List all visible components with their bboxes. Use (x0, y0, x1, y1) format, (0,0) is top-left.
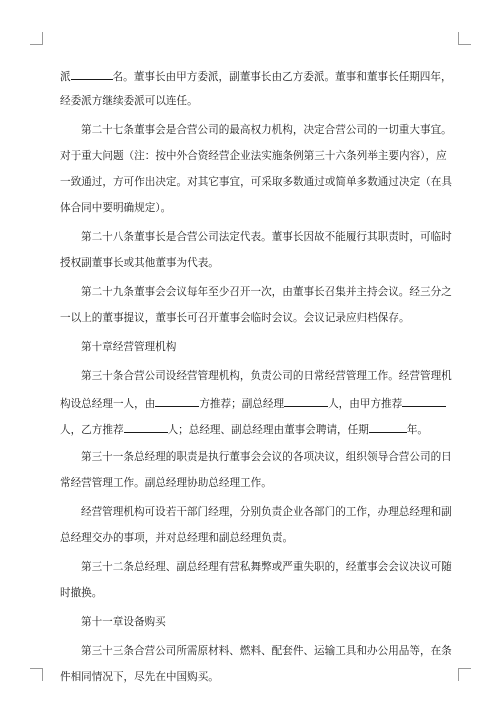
fill-blank[interactable] (155, 395, 199, 407)
crop-mark-top-right (458, 32, 471, 45)
text-line: 一以上的董事提议，董事长可召开董事会临时会议。会议记录应归档保存。 (60, 312, 410, 324)
text-line: 件相同情况下，尽先在中国购买。 (60, 671, 219, 683)
text-line: 常经营管理工作。副总经理协助总经理工作。 (60, 477, 272, 489)
text-line: 授权副董事长或其他董事为代表。 (60, 257, 219, 269)
crop-mark-bottom-left (30, 668, 43, 681)
fill-blank[interactable] (369, 421, 407, 433)
article-31-line: 第三十一条总经理的职责是执行董事会会议的各项决议，组织领导合营公司的日 (81, 451, 452, 463)
text-line: 一致通过，方可作出决定。对其它事宜，可采取多数通过或简单多数通过决定（在具 (60, 176, 452, 188)
crop-mark-bottom-right (458, 668, 471, 681)
document-body (60, 68, 452, 684)
fill-blank[interactable] (284, 395, 328, 407)
text-line: 经委派方继续委派可以连任。 (60, 95, 198, 107)
article-27-line: 第二十七条董事会是合营公司的最高权力机构，决定合营公司的一切重大事宜。 (81, 124, 452, 136)
text-line: 经营管理机构可设若干部门经理，分别负责企业各部门的工作，办理总经理和副 (81, 506, 452, 518)
article-29-line: 第二十九条董事会会议每年至少召开一次，由董事长召集并主持会议。经三分之 (81, 286, 452, 298)
text-line: 构设总经理一人，由 方推荐；副总经理 人，由甲方推荐 (60, 395, 440, 409)
fill-blank[interactable] (124, 421, 168, 433)
fill-blank[interactable] (71, 68, 113, 80)
crop-mark-top-left (30, 32, 43, 45)
text-line: 体合同中要明确规定）。 (60, 202, 172, 214)
article-28-line: 第二十八条董事长是合营公司法定代表。董事长因故不能履行其职责时，可临时 (81, 231, 452, 243)
text-line: 对于重大问题（注：按中外合资经营企业法实施条例第三十六条列举主要内容），应 (60, 150, 447, 162)
text-line: 时撤换。 (60, 587, 103, 599)
text-line: 派 名。董事长由甲方委派，副董事长由乙方委派。董事和董事长任期四年， (60, 68, 440, 82)
article-32-line: 第三十二条总经理、副总经理有营私舞弊或严重失职的，经董事会会议决议可随 (81, 561, 452, 573)
chapter-11-heading: 第十一章设备购买 (81, 616, 166, 628)
text-line: 人，乙方推荐 人；总经理、副总经理由董事会聘请，任期 年。 (60, 421, 440, 435)
article-30-line: 第三十条合营公司设经营管理机构，负责公司的日常经营管理工作。经营管理机 (81, 370, 452, 382)
fill-blank[interactable] (402, 395, 446, 407)
chapter-10-heading: 第十章经营管理机构 (81, 341, 177, 353)
article-33-line: 第三十三条合营公司所需原材料、燃料、配套件、运输工具和办公用品等，在条 (81, 645, 452, 657)
text-line: 总经理交办的事项，并对总经理和副总经理负责。 (60, 532, 294, 544)
